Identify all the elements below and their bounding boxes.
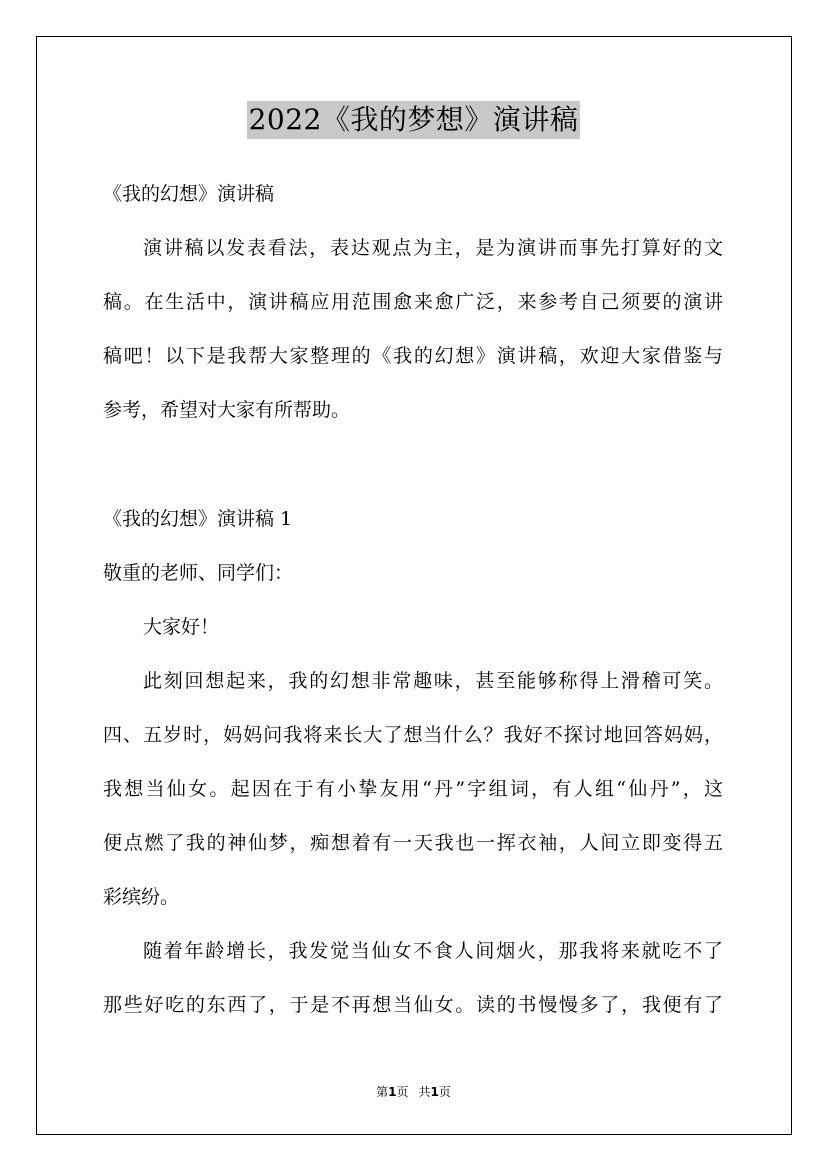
footer-page-number: 1 — [388, 1085, 397, 1099]
paragraph1-line-1: 此刻回想起来，我的幻想非常趣味，甚至能够称得上滑稽可笑。 — [143, 670, 723, 692]
paragraph1-line-5: 彩缤纷。 — [103, 886, 180, 908]
salutation: 敬重的老师、同学们： — [103, 562, 294, 584]
footer-total-prefix: 共 — [418, 1085, 431, 1099]
footer-page-suffix: 页 — [396, 1085, 409, 1099]
title-container — [0, 101, 827, 139]
footer-total-suffix: 页 — [438, 1085, 451, 1099]
document-title: 2022《我的梦想》演讲稿 — [247, 101, 581, 139]
intro-line-3: 稿吧！以下是我帮大家整理的《我的幻想》演讲稿，欢迎大家借鉴与 — [103, 345, 723, 367]
intro-line-1: 演讲稿以发表看法，表达观点为主，是为演讲而事先打算好的文 — [143, 237, 723, 259]
paragraph1-line-4: 便点燃了我的神仙梦，痴想着有一天我也一挥衣袖，人间立即变得五 — [103, 832, 723, 854]
greeting: 大家好！ — [143, 616, 220, 638]
paragraph1-line-3: 我想当仙女。起因在于有小挚友用“丹”字组词，有人组“仙丹”，这 — [103, 778, 723, 800]
document-subtitle: 《我的幻想》演讲稿 — [103, 183, 275, 205]
page-footer — [0, 1084, 827, 1100]
footer-total-pages: 1 — [430, 1085, 439, 1099]
footer-page-prefix: 第 — [376, 1085, 389, 1099]
paragraph2-line-2: 那些好吃的东西了，于是不再想当仙女。读的书慢慢多了，我便有了 — [103, 994, 723, 1016]
section-heading: 《我的幻想》演讲稿 1 — [103, 508, 293, 530]
paragraph2-line-1: 随着年龄增长，我发觉当仙女不食人间烟火，那我将来就吃不了 — [143, 940, 723, 962]
intro-line-4: 参考，希望对大家有所帮助。 — [103, 399, 351, 421]
intro-line-2: 稿。在生活中，演讲稿应用范围愈来愈广泛，来参考自己须要的演讲 — [103, 291, 723, 313]
paragraph1-line-2: 四、五岁时，妈妈问我将来长大了想当什么？我好不探讨地回答妈妈， — [103, 724, 723, 746]
